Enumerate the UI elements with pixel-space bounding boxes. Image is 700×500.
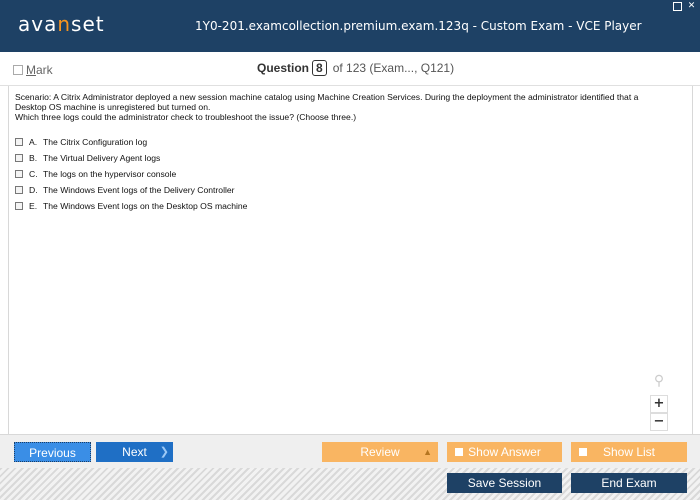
question-text-line: Scenario: A Citrix Administrator deployed a new session machine catalog using Machine Creation Services. During the deployment the administrator identified that a	[15, 92, 639, 102]
close-icon[interactable]: ✕	[687, 1, 696, 11]
logo-prefix: ava	[18, 12, 58, 36]
mark-label	[26, 63, 53, 77]
session-bar	[0, 468, 700, 500]
title-bar	[0, 0, 700, 52]
option-letter: A.	[29, 137, 38, 147]
zoom-out-button[interactable]: −	[650, 413, 668, 431]
question-label: Question	[257, 61, 310, 75]
option-checkbox[interactable]	[15, 202, 23, 210]
show-list-checkbox[interactable]	[579, 448, 587, 456]
option-text: The Windows Event logs of the Delivery Controller	[43, 185, 235, 195]
mark-checkbox[interactable]	[13, 63, 53, 77]
question-info	[257, 60, 454, 76]
maximize-icon[interactable]	[673, 2, 682, 11]
question-header	[0, 52, 700, 86]
mark-label-rest: ark	[36, 63, 53, 77]
option-checkbox[interactable]	[15, 138, 23, 146]
option-letter: E.	[29, 201, 38, 211]
option-letter: B.	[29, 153, 38, 163]
end-exam-button[interactable]: End Exam	[571, 473, 687, 493]
logo-suffix: set	[71, 12, 105, 36]
answer-option-c[interactable]	[15, 166, 247, 182]
show-list-button[interactable]	[571, 442, 687, 462]
option-text: The Windows Event logs on the Desktop OS machine	[43, 201, 248, 211]
option-checkbox[interactable]	[15, 154, 23, 162]
answer-option-b[interactable]	[15, 150, 247, 166]
next-button[interactable]	[96, 442, 173, 462]
zoom-in-button[interactable]: +	[650, 395, 668, 413]
question-of-label: of 123 (Exam..., Q121)	[332, 61, 455, 75]
previous-label: Previous	[29, 446, 76, 460]
show-list-label: Show List	[602, 445, 656, 459]
zoom-controls	[650, 372, 668, 431]
question-text	[15, 92, 675, 122]
previous-button[interactable]	[14, 442, 91, 462]
question-number-box[interactable]: 8	[312, 60, 327, 76]
show-answer-checkbox[interactable]	[455, 448, 463, 456]
option-text: The Virtual Delivery Agent logs	[43, 153, 161, 163]
option-checkbox[interactable]	[15, 170, 23, 178]
option-text: The logs on the hypervisor console	[43, 169, 177, 179]
mark-label-underlined: M	[26, 63, 36, 77]
show-answer-label: Show Answer	[468, 445, 541, 459]
question-body	[8, 86, 693, 434]
answer-option-e[interactable]	[15, 198, 247, 214]
option-text: The Citrix Configuration log	[43, 137, 148, 147]
mark-checkbox-box[interactable]	[13, 65, 23, 75]
option-checkbox[interactable]	[15, 186, 23, 194]
logo-accent: n	[57, 12, 72, 36]
save-session-button[interactable]: Save Session	[447, 473, 562, 493]
magnifier-icon: ⚲	[653, 372, 665, 388]
window-controls	[673, 2, 696, 11]
next-label: Next	[122, 445, 147, 459]
option-letter: C.	[29, 169, 38, 179]
navigation-bar	[0, 434, 700, 468]
avanset-logo	[18, 12, 105, 36]
option-letter: D.	[29, 185, 38, 195]
answer-options	[15, 134, 247, 214]
show-answer-button[interactable]	[447, 442, 562, 462]
window-title: 1Y0-201.examcollection.premium.exam.123q - Custom Exam - VCE Player	[195, 19, 642, 33]
triangle-up-icon: ▲	[423, 447, 432, 457]
question-text-line: Desktop OS machine is unregistered but turned on.	[15, 102, 211, 112]
review-button[interactable]	[322, 442, 438, 462]
answer-option-d[interactable]	[15, 182, 247, 198]
answer-option-a[interactable]	[15, 134, 247, 150]
review-label: Review	[360, 445, 400, 459]
chevron-right-icon: ❯	[159, 446, 169, 458]
question-text-line: Which three logs could the administrator check to troubleshoot the issue? (Choose three.)	[15, 112, 357, 122]
